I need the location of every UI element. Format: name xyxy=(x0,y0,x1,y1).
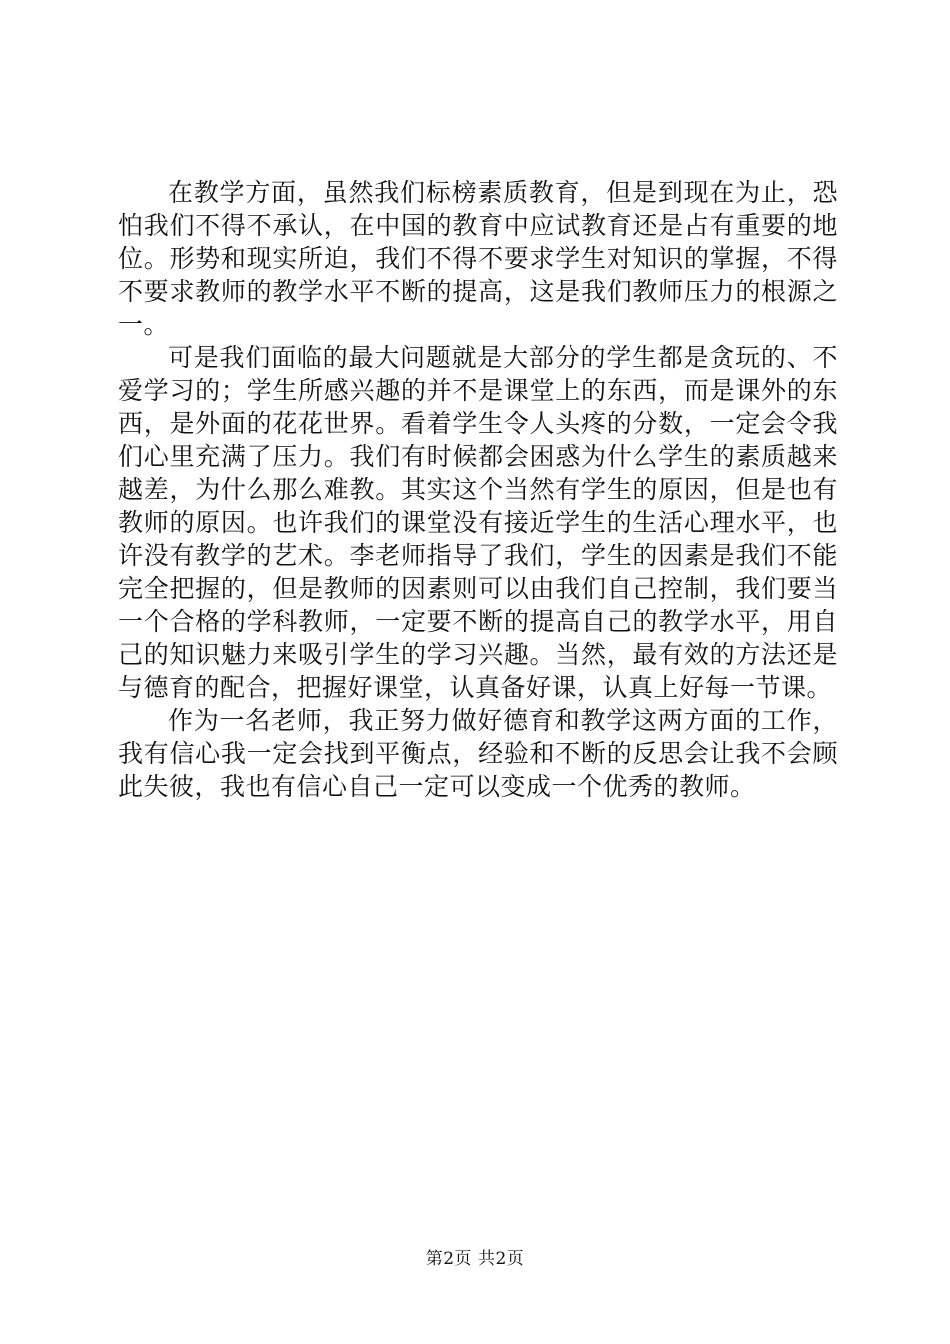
document-body xyxy=(118,176,838,803)
paragraph-teaching-pressure: 在教学方面，虽然我们标榜素质教育，但是到现在为止，恐怕我们不得不承认，在中国的教育中应试教育还是占有重要的地位。形势和现实所迫，我们不得不要求学生对知识的掌握，不得不要求教师的教学水平不断的提高，这是我们教师压力的根源之一。 xyxy=(118,178,838,339)
paragraph-conclusion: 作为一名老师，我正努力做好德育和教学这两方面的工作，我有信心我一定会找到平衡点，经验和不断的反思会让我不会顾此失彼，我也有信心自己一定可以变成一个优秀的教师。 xyxy=(118,706,838,801)
page-number-footer: 第2页 共2页 xyxy=(425,1249,525,1269)
paragraph-student-problems: 可是我们面临的最大问题就是大部分的学生都是贪玩的、不爱学习的；学生所感兴趣的并不是课堂上的东西，而是课外的东西，是外面的花花世界。看着学生令人头疼的分数，一定会令我们心里充满了压力。我们有时候都会困惑为什么学生的素质越来越差，为什么那么难教。其实这个当然有学生的原因，但是也有教师的原因。也许我们的课堂没有接近学生的生活心理水平，也许没有教学的艺术。李老师指导了我们，学生的因素是我们不能完全把握的，但是教师的因素则可以由我们自己控制，我们要当一个合格的学科教师，一定要不断的提高自己的教学水平，用自己的知识魅力来吸引学生的学习兴趣。当然，最有效的方法还是与德育的配合，把握好课堂，认真备好课，认真上好每一节课。 xyxy=(118,343,838,702)
